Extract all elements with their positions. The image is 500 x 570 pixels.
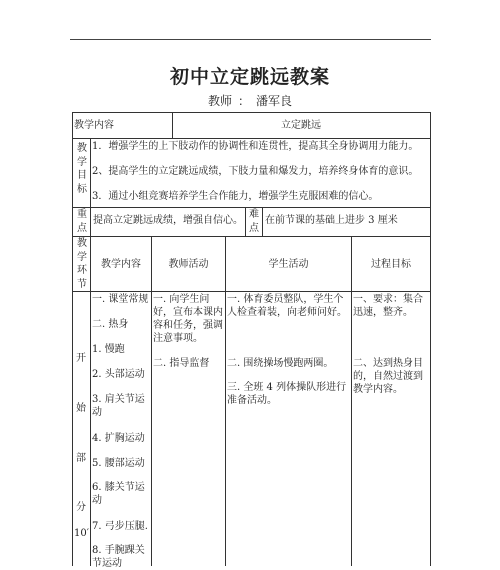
content-item: 1. 慢跑	[92, 344, 125, 355]
content-item: 6. 膝关节运动	[92, 482, 145, 506]
table-rule	[72, 138, 431, 139]
stage-duration: 10′	[74, 528, 89, 539]
objective-item: 3．通过小组竞赛培养学生合作能力，增强学生克服困难的信心。	[92, 191, 379, 202]
objective-item: 1．增强学生的上下肢动作的协调性和连贯性，提高其全身协调用力能力。	[92, 141, 419, 152]
table-rule	[72, 291, 431, 292]
objectives-label: 教学目标	[77, 143, 87, 195]
stage-char: 始	[76, 403, 86, 414]
column-header-stage: 教学环节	[77, 238, 87, 290]
keypoint-value: 提高立定跳远成绩，增强自信心。	[93, 215, 243, 226]
teacher-line	[0, 92, 500, 109]
keypoint-label: 重点	[77, 209, 87, 234]
column-header-student: 学生活动	[268, 259, 309, 270]
student-activity: 二. 围绕操场慢跑两圈。	[227, 358, 334, 369]
teacher-activity: 二. 指导监督	[153, 358, 210, 369]
table-rule	[90, 236, 91, 566]
table-rule	[262, 207, 263, 236]
teacher-label: 教师	[207, 94, 232, 108]
difficulty-value: 在前节课的基础上进步 3 厘米	[265, 215, 398, 226]
table-border-top	[72, 112, 431, 113]
content-label: 教学内容	[74, 120, 114, 131]
content-item: 5. 腰部运动	[92, 458, 145, 469]
content-item: 4. 扩胸运动	[92, 433, 145, 444]
student-activity: 三. 全班 4 列体操队形进行准备活动。	[227, 382, 347, 406]
content-value: 立定跳远	[281, 120, 321, 131]
stage-char: 分	[76, 502, 86, 513]
objective-item: 2、提高学生的立定跳远成绩，下肢力量和爆发力，培养终身体育的意识。	[92, 166, 419, 177]
table-rule	[90, 138, 91, 236]
top-rule	[70, 39, 431, 40]
content-item: 8. 手腕踝关节运动	[92, 545, 145, 569]
table-border-left	[72, 112, 73, 566]
teacher-name: 潘军良	[256, 94, 293, 108]
table-rule	[225, 236, 226, 566]
student-activity: 一. 体育委员整队，学生个人检查着装，向老师问好。	[227, 294, 347, 318]
content-item: 2. 头部运动	[92, 369, 145, 380]
table-rule	[245, 207, 246, 236]
table-rule	[351, 236, 352, 566]
process-goal: 二、达到热身目的，自然过渡到教学内容。	[353, 358, 423, 395]
table-rule	[151, 236, 152, 566]
content-item: 7. 弓步压腿.	[92, 521, 148, 532]
teacher-separator: ：	[237, 94, 250, 108]
difficulty-label: 难点	[249, 209, 259, 234]
stage-char: 开	[76, 353, 86, 364]
document-title: 初中立定跳远教案	[169, 66, 330, 88]
process-goal: 一、要求：集合迅速，整齐。	[353, 294, 423, 318]
stage-char: 部	[76, 453, 86, 464]
teacher-activity: 一. 向学生问好，宣布本课内容和任务，强调注意事项。	[153, 294, 223, 344]
content-item: 一. 课堂常规	[92, 294, 149, 305]
content-item: 二. 热身	[92, 319, 129, 330]
table-rule	[72, 236, 431, 237]
column-header-content: 教学内容	[101, 259, 141, 270]
table-border-right	[430, 112, 431, 566]
content-item: 3. 肩关节运动	[92, 394, 145, 418]
column-header-goal: 过程目标	[371, 259, 411, 270]
column-header-teacher: 教师活动	[168, 259, 209, 270]
